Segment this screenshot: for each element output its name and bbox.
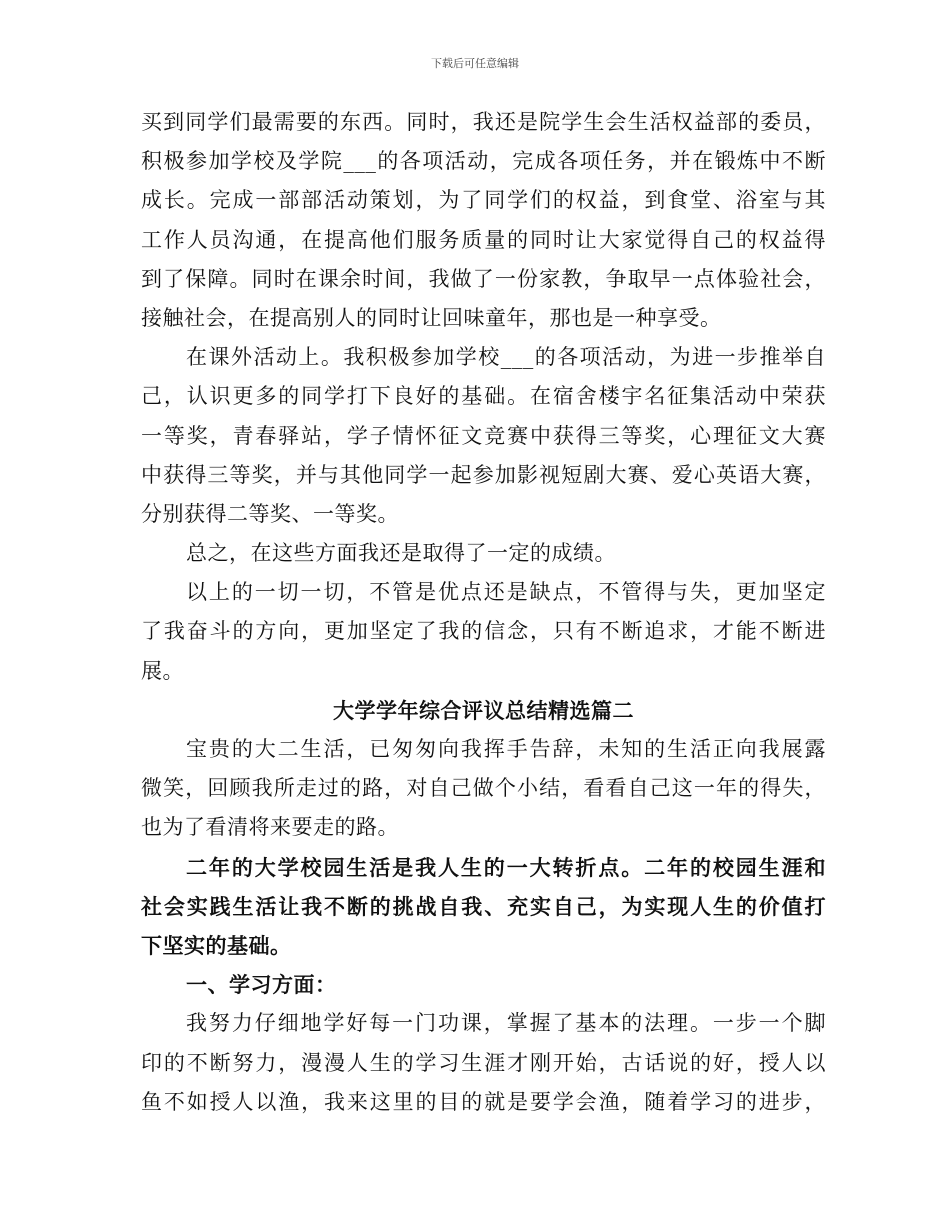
text-line: 也为了看清将来要走的路。 xyxy=(141,815,399,840)
text-line: 印的不断努力，漫漫人生的学习生涯才刚开始，古话说的好，授人以 xyxy=(141,1050,826,1075)
text-line: 在课外活动上。我积极参加学校___的各项活动，为进一步推举自 xyxy=(186,345,826,370)
text-line: 微笑，回顾我所走过的路，对自己做个小结，看看自己这一年的得失， xyxy=(141,776,826,801)
page-header: 下载后可任意编辑 xyxy=(431,57,519,70)
text-line: 宝贵的大二生活，已匆匆向我挥手告辞，未知的生活正向我展露 xyxy=(186,737,826,761)
text-line: 了我奋斗的方向，更加坚定了我的信念，只有不断追求，才能不断进 xyxy=(141,619,826,644)
text-line: 中获得三等奖，并与其他同学一起参加影视短剧大赛、爱心英语大赛， xyxy=(141,462,826,487)
text-line: 一、学习方面： xyxy=(186,972,337,998)
text-line: 买到同学们最需要的东西。同时，我还是院学生会生活权益部的委员， xyxy=(141,110,826,134)
text-line: 积极参加学校及学院___的各项活动，完成各项任务，并在锻炼中不断 xyxy=(141,149,826,174)
text-line: 工作人员沟通，在提高他们服务质量的同时让大家觉得自己的权益得 xyxy=(141,227,826,252)
section-title: 大学学年综合评议总结精选篇二 xyxy=(333,697,634,723)
text-line: 到了保障。同时在课余时间，我做了一份家教，争取早一点体验社会， xyxy=(141,266,826,291)
text-line: 二年的大学校园生活是我人生的一大转折点。二年的校园生涯和 xyxy=(186,854,826,880)
text-line: 我努力仔细地学好每一门功课，掌握了基本的法理。一步一个脚 xyxy=(186,1011,826,1036)
text-line: 以上的一切一切，不管是优点还是缺点，不管得与失，更加坚定 xyxy=(186,580,826,605)
document-body xyxy=(141,103,826,1122)
text-line: 下坚实的基础。 xyxy=(141,932,292,958)
text-line: 鱼不如授人以渔，我来这里的目的就是要学会渔，随着学习的进步， xyxy=(141,1089,826,1114)
text-line: 社会实践生活让我不断的挑战自我、充实自己，为实现人生的价值打 xyxy=(141,893,826,919)
text-line: 一等奖，青春驿站，学子情怀征文竞赛中获得三等奖，心理征文大赛 xyxy=(141,423,826,448)
text-line: 分别获得二等奖、一等奖。 xyxy=(141,501,399,526)
text-line: 己，认识更多的同学打下良好的基础。在宿舍楼宇名征集活动中荣获 xyxy=(141,384,826,409)
text-line: 总之，在这些方面我还是取得了一定的成绩。 xyxy=(186,541,616,566)
text-line: 展。 xyxy=(141,658,184,683)
text-line: 接触社会，在提高别人的同时让回味童年，那也是一种享受。 xyxy=(141,305,722,330)
text-line: 成长。完成一部部活动策划，为了同学们的权益，到食堂、浴室与其 xyxy=(141,188,826,213)
